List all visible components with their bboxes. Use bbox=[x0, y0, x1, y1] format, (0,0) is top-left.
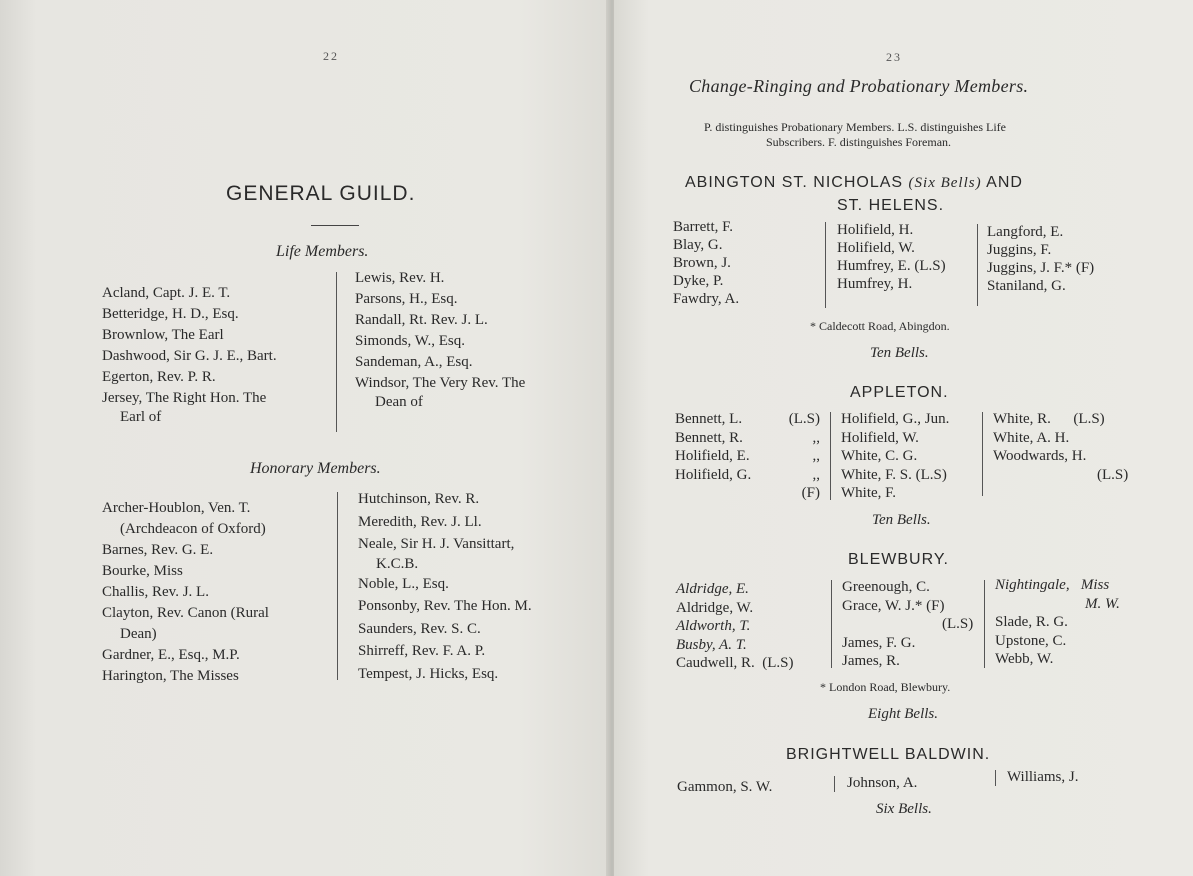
list-item: James, R. bbox=[842, 653, 900, 669]
list-item: Webb, W. bbox=[995, 651, 1054, 667]
page-title: Change-Ringing and Probationary Members. bbox=[689, 76, 1029, 96]
heading-rule bbox=[311, 225, 359, 226]
life-col-2 bbox=[355, 268, 525, 410]
list-item: White, A. H. bbox=[993, 429, 1070, 446]
list-item: Barrett, F. bbox=[673, 219, 734, 235]
column-divider bbox=[831, 580, 832, 668]
column-divider bbox=[825, 222, 826, 308]
list-item: ,, bbox=[812, 466, 820, 483]
list-item: Bennett, R. bbox=[675, 429, 743, 446]
list-item: Juggins, F. bbox=[987, 242, 1052, 258]
list-item: M. W. bbox=[1085, 595, 1120, 612]
abington-heading bbox=[685, 174, 1023, 192]
blewbury-col-1 bbox=[676, 580, 794, 673]
honorary-col-1 bbox=[102, 498, 269, 687]
list-item: Archer-Houblon, Ven. T. bbox=[102, 500, 251, 516]
list-item: Lewis, Rev. H. bbox=[355, 270, 445, 286]
list-item: ,, bbox=[812, 429, 820, 446]
brightwell-heading: BRIGHTWELL BALDWIN. bbox=[786, 746, 991, 763]
list-item: Upstone, C. bbox=[995, 632, 1067, 649]
brightwell-col-2: Johnson, A. bbox=[847, 775, 918, 791]
page-number-right: 23 bbox=[886, 50, 902, 64]
legend-note-line-1: P. distinguishes Probationary Members. L.S. distinguishes Life bbox=[704, 120, 1006, 134]
column-divider bbox=[336, 272, 337, 432]
list-item: Brownlow, The Earl bbox=[102, 327, 224, 343]
brightwell-bells: Six Bells. bbox=[876, 801, 932, 817]
blewbury-col-2 bbox=[842, 578, 973, 671]
appleton-heading: APPLETON. bbox=[850, 384, 949, 401]
column-divider bbox=[834, 776, 835, 792]
appleton-col-1 bbox=[675, 410, 751, 484]
list-item: Slade, R. G. bbox=[995, 614, 1068, 630]
right-page bbox=[614, 0, 1193, 876]
list-item: Dean of bbox=[375, 394, 423, 410]
list-item: Staniland, G. bbox=[987, 278, 1066, 294]
list-item: Humfrey, E. (L.S) bbox=[837, 258, 946, 274]
list-item: Acland, Capt. J. E. T. bbox=[102, 285, 231, 301]
list-item: Tempest, J. Hicks, Esq. bbox=[358, 665, 499, 682]
list-item: Greenough, C. bbox=[842, 579, 930, 595]
list-item: Aldridge, E. bbox=[676, 581, 749, 597]
appleton-col-1-marks bbox=[782, 410, 820, 503]
appleton-bells: Ten Bells. bbox=[872, 512, 931, 528]
list-item: Busby, A. T. bbox=[676, 636, 747, 653]
list-item: Barnes, Rev. G. E. bbox=[102, 542, 214, 558]
list-item: Holifield, W. bbox=[837, 240, 915, 256]
list-item: (F) bbox=[801, 485, 820, 501]
legend-note-line-2: Subscribers. F. distinguishes Foreman. bbox=[766, 135, 952, 149]
list-item: Jersey, The Right Hon. The bbox=[102, 390, 267, 406]
list-item: Sandeman, A., Esq. bbox=[355, 354, 473, 370]
honorary-members-title: Honorary Members. bbox=[250, 460, 381, 477]
list-item: Holifield, W. bbox=[841, 429, 919, 446]
brightwell-col-3: Williams, J. bbox=[1007, 769, 1079, 785]
list-item: Challis, Rev. J. L. bbox=[102, 584, 209, 600]
list-item: Gardner, E., Esq., M.P. bbox=[102, 647, 240, 663]
abington-col-1 bbox=[673, 218, 739, 308]
column-divider bbox=[977, 224, 978, 306]
list-item: Neale, Sir H. J. Vansittart, bbox=[358, 536, 515, 552]
list-item: Bennett, L. bbox=[675, 411, 743, 427]
list-item: Caudwell, R. (L.S) bbox=[676, 655, 794, 671]
list-item: Holifield, H. bbox=[837, 222, 914, 238]
list-item: Holifield, E. bbox=[675, 448, 750, 464]
list-item: Betteridge, H. D., Esq. bbox=[102, 306, 239, 322]
list-item: Dean) bbox=[120, 626, 157, 642]
abington-footnote: * Caldecott Road, Abingdon. bbox=[810, 319, 950, 333]
list-item: Woodwards, H. bbox=[993, 448, 1087, 464]
column-divider bbox=[337, 492, 338, 680]
list-item: Randall, Rt. Rev. J. L. bbox=[355, 312, 488, 328]
list-item: Clayton, Rev. Canon (Rural bbox=[102, 605, 269, 621]
abington-heading-and: AND bbox=[986, 174, 1023, 191]
column-divider bbox=[982, 412, 983, 496]
list-item: Dashwood, Sir G. J. E., Bart. bbox=[102, 348, 277, 364]
list-item: Ponsonby, Rev. The Hon. M. bbox=[358, 598, 532, 614]
list-item: James, F. G. bbox=[842, 634, 916, 651]
list-item: Holifield, G., Jun. bbox=[841, 411, 950, 427]
list-item: Simonds, W., Esq. bbox=[355, 333, 466, 349]
list-item: Humfrey, H. bbox=[837, 276, 913, 292]
brightwell-col-1: Gammon, S. W. bbox=[677, 779, 773, 795]
abington-col-3 bbox=[987, 223, 1094, 295]
abington-heading-main: ABINGTON ST. NICHOLAS bbox=[685, 174, 904, 191]
list-item: Harington, The Misses bbox=[102, 668, 239, 684]
list-item: Parsons, H., Esq. bbox=[355, 291, 458, 307]
life-col-1 bbox=[102, 283, 277, 425]
list-item: Fawdry, A. bbox=[673, 291, 740, 307]
blewbury-bells: Eight Bells. bbox=[868, 706, 938, 722]
list-item: Juggins, J. F.* (F) bbox=[987, 260, 1095, 276]
list-item: White, R. (L.S) bbox=[993, 411, 1105, 427]
honorary-col-2 bbox=[358, 488, 532, 685]
list-item: White, F. bbox=[841, 485, 897, 501]
life-members-title: Life Members. bbox=[276, 243, 369, 260]
list-item: Langford, E. bbox=[987, 224, 1064, 240]
list-item: Aldridge, W. bbox=[676, 599, 754, 616]
column-divider bbox=[830, 412, 831, 500]
list-item: Noble, L., Esq. bbox=[358, 575, 449, 592]
list-item: Hutchinson, Rev. R. bbox=[358, 491, 480, 507]
appleton-col-2 bbox=[841, 410, 949, 503]
column-divider bbox=[984, 580, 985, 668]
list-item: Aldworth, T. bbox=[676, 618, 751, 634]
page-number-left: 22 bbox=[323, 49, 339, 63]
abington-heading-2: ST. HELENS. bbox=[837, 197, 945, 214]
blewbury-footnote: * London Road, Blewbury. bbox=[820, 680, 951, 694]
blewbury-col-3 bbox=[995, 576, 1120, 669]
list-item: Nightingale, Miss bbox=[995, 577, 1110, 593]
abington-heading-bells: (Six Bells) bbox=[908, 175, 982, 191]
list-item: Earl of bbox=[120, 409, 162, 425]
list-item: Grace, W. J.* (F) bbox=[842, 597, 945, 614]
blewbury-heading: BLEWBURY. bbox=[848, 551, 949, 568]
column-divider bbox=[995, 770, 996, 786]
list-item: (L.S) bbox=[1097, 466, 1129, 483]
list-item: Shirreff, Rev. F. A. P. bbox=[358, 643, 486, 659]
list-item: White, F. S. (L.S) bbox=[841, 466, 947, 483]
list-item: White, C. G. bbox=[841, 448, 918, 464]
general-guild-heading: GENERAL GUILD. bbox=[226, 182, 416, 205]
list-item: (L.S) bbox=[788, 411, 820, 427]
list-item: Dyke, P. bbox=[673, 273, 724, 289]
list-item: Bourke, Miss bbox=[102, 563, 183, 579]
list-item: K.C.B. bbox=[376, 555, 419, 572]
abington-bells: Ten Bells. bbox=[870, 345, 929, 361]
list-item: (Archdeacon of Oxford) bbox=[120, 521, 266, 537]
list-item: Holifield, G. bbox=[675, 466, 752, 483]
list-item: Brown, J. bbox=[673, 255, 731, 271]
list-item: (L.S) bbox=[942, 616, 974, 632]
list-item: Meredith, Rev. J. Ll. bbox=[358, 513, 482, 530]
list-item: ,, bbox=[812, 448, 820, 464]
list-item: Saunders, Rev. S. C. bbox=[358, 620, 481, 637]
appleton-col-3 bbox=[993, 410, 1128, 484]
abington-col-2 bbox=[837, 221, 946, 293]
list-item: Egerton, Rev. P. R. bbox=[102, 369, 216, 385]
list-item: Blay, G. bbox=[673, 237, 723, 253]
list-item: Windsor, The Very Rev. The bbox=[355, 375, 526, 391]
